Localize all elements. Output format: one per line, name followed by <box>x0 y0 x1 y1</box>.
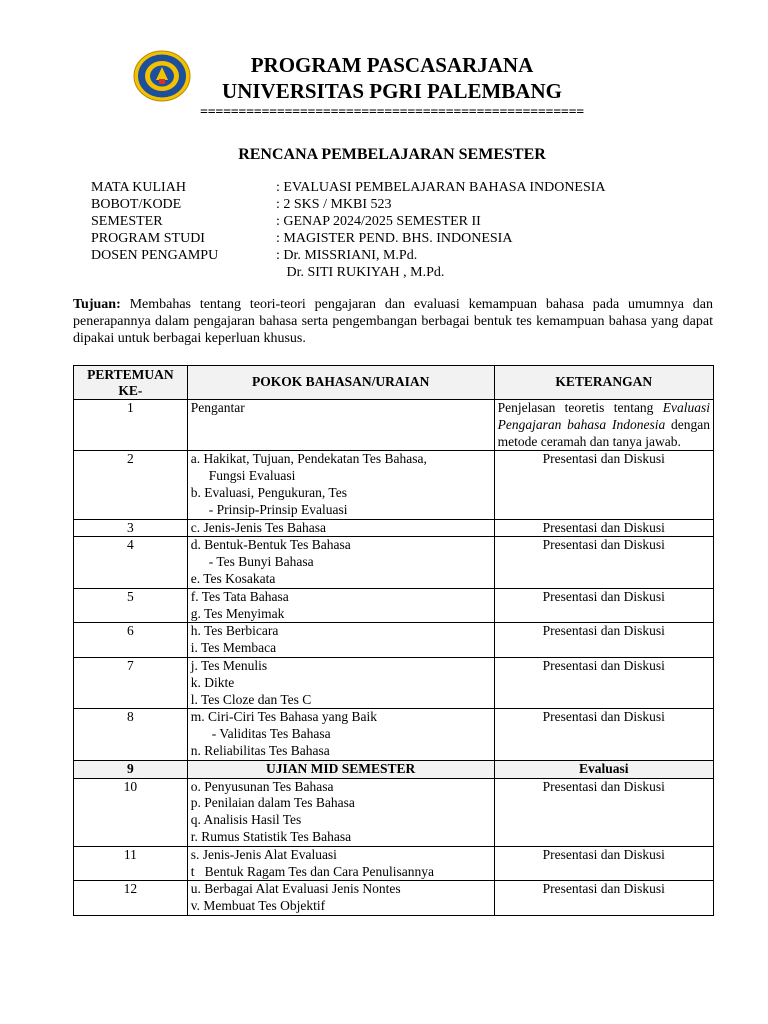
objective-text: Membahas tentang teori-teori pengajaran dan evaluasi kemampuan bahasa pada umumnya dan penerapannya dalam pengajaran bahasa serta pengembangan berbagai bentuk tes kemampuan bahasa yang dapat dipakai untuk berbagai keperluan khusus. <box>73 297 714 346</box>
topic-cell <box>187 778 494 846</box>
table-row <box>74 519 714 537</box>
table-row <box>74 846 714 881</box>
note-text: dengan metode ceramah dan tanya jawab. <box>497 416 710 449</box>
topic-line: n. Reliabilitas Tes Bahasa <box>190 742 330 758</box>
meeting-number: 2 <box>74 451 188 519</box>
topic-cell <box>187 881 494 916</box>
table-row <box>74 709 714 760</box>
meeting-number: 5 <box>74 588 188 623</box>
header-divider: ================================================== <box>200 105 584 120</box>
meeting-number: 3 <box>74 519 188 537</box>
info-label: PROGRAM STUDI <box>91 231 205 246</box>
topic-cell <box>187 537 494 588</box>
header-pokok-bahasan: POKOK BAHASAN/URAIAN <box>187 366 494 400</box>
topic-cell <box>187 451 494 519</box>
topic-line: - Validitas Tes Bahasa <box>211 726 331 742</box>
topic-cell <box>187 588 494 623</box>
note-cell: Presentasi dan Diskusi <box>494 709 713 760</box>
topic-cell <box>187 709 494 760</box>
note-cell <box>494 400 713 451</box>
table-row <box>74 623 714 658</box>
course-objective <box>73 296 713 347</box>
topic-cell <box>187 846 494 881</box>
meeting-number: 1 <box>74 400 188 451</box>
meeting-number: 4 <box>74 537 188 588</box>
info-value: Dr. SITI RUKIYAH , M.Pd. <box>276 265 445 280</box>
table-header-row <box>74 366 714 400</box>
note-cell: Presentasi dan Diskusi <box>494 657 713 708</box>
topic-line: h. Tes Berbicara <box>190 623 279 639</box>
table-row-exam <box>74 760 714 778</box>
table-row <box>74 881 714 916</box>
info-label: DOSEN PENGAMPU <box>91 248 219 263</box>
table-row <box>74 400 714 451</box>
topic-line: i. Tes Membaca <box>190 640 277 656</box>
note-cell: Presentasi dan Diskusi <box>494 519 713 537</box>
topic-line: j. Tes Menulis <box>190 657 268 673</box>
schedule-table <box>73 365 714 916</box>
info-value: : Dr. MISSRIANI, M.Pd. <box>276 248 418 263</box>
topic-line: p. Penilaian dalam Tes Bahasa <box>190 795 355 811</box>
topic-line: - Tes Bunyi Bahasa <box>208 554 314 570</box>
meeting-number: 9 <box>74 760 188 778</box>
table-row <box>74 657 714 708</box>
note-cell: Presentasi dan Diskusi <box>494 537 713 588</box>
note-cell: Evaluasi <box>494 760 713 778</box>
header-pertemuan: PERTEMUAN KE- <box>74 366 188 400</box>
topic-line: f. Tes Tata Bahasa <box>190 588 289 604</box>
topic-line: g. Tes Menyimak <box>190 605 285 621</box>
note-cell: Presentasi dan Diskusi <box>494 623 713 658</box>
table-row <box>74 451 714 519</box>
topic-line: b. Evaluasi, Pengukuran, Tes <box>190 484 347 500</box>
topic-line: e. Tes Kosakata <box>190 570 276 586</box>
topic-cell <box>187 400 494 451</box>
topic-line: a. Hakikat, Tujuan, Pendekatan Tes Bahasa, <box>190 451 427 467</box>
info-label: BOBOT/KODE <box>91 197 182 212</box>
topic-line: v. Membuat Tes Objektif <box>190 898 326 914</box>
table-row <box>74 778 714 846</box>
table-row <box>74 588 714 623</box>
note-cell: Presentasi dan Diskusi <box>494 778 713 846</box>
topic-line: Fungsi Evaluasi <box>208 468 296 484</box>
topic-line: q. Analisis Hasil Tes <box>190 812 302 828</box>
info-value: : MAGISTER PEND. BHS. INDONESIA <box>276 231 513 246</box>
note-emphasis: Evaluasi Pengajaran bahasa Indonesia <box>497 400 710 432</box>
topic-line: o. Penyusunan Tes Bahasa <box>190 778 334 794</box>
info-label: MATA KULIAH <box>91 180 186 195</box>
info-value: : EVALUASI PEMBELAJARAN BAHASA INDONESIA <box>276 180 606 195</box>
topic-cell <box>187 657 494 708</box>
exam-title: UJIAN MID SEMESTER <box>187 760 494 778</box>
institution-program-title: PROGRAM PASCASARJANA <box>250 53 534 77</box>
meeting-number: 8 <box>74 709 188 760</box>
note-cell: Presentasi dan Diskusi <box>494 846 713 881</box>
topic-cell <box>187 519 494 537</box>
info-value: : 2 SKS / MKBI 523 <box>276 197 392 212</box>
topic-line: m. Ciri-Ciri Tes Bahasa yang Baik <box>190 709 377 725</box>
topic-line: t Bentuk Ragam Tes dan Cara Penulisannya <box>190 863 434 879</box>
document-title: RENCANA PEMBELAJARAN SEMESTER <box>238 146 546 163</box>
note-cell: Presentasi dan Diskusi <box>494 881 713 916</box>
topic-line: s. Jenis-Jenis Alat Evaluasi <box>190 846 337 862</box>
topic-line: Pengantar <box>190 400 245 415</box>
info-label: SEMESTER <box>91 214 163 229</box>
topic-line: l. Tes Cloze dan Tes C <box>190 691 312 707</box>
topic-line: r. Rumus Statistik Tes Bahasa <box>190 828 352 844</box>
objective-label: Tujuan: <box>73 297 121 312</box>
meeting-number: 11 <box>74 846 188 881</box>
meeting-number: 12 <box>74 881 188 916</box>
topic-line: u. Berbagai Alat Evaluasi Jenis Nontes <box>190 881 401 897</box>
document-header <box>0 50 768 110</box>
info-value: : GENAP 2024/2025 SEMESTER II <box>276 214 481 229</box>
topic-line: k. Dikte <box>190 674 235 690</box>
institution-university-title: UNIVERSITAS PGRI PALEMBANG <box>222 79 562 103</box>
header-keterangan: KETERANGAN <box>494 366 713 400</box>
meeting-number: 6 <box>74 623 188 658</box>
meeting-number: 10 <box>74 778 188 846</box>
topic-line: d. Bentuk-Bentuk Tes Bahasa <box>190 537 351 553</box>
note-text: Penjelasan teoretis tentang <box>497 400 654 415</box>
note-cell: Presentasi dan Diskusi <box>494 588 713 623</box>
table-row <box>74 537 714 588</box>
topic-line: - Prinsip-Prinsip Evaluasi <box>208 501 348 517</box>
note-cell: Presentasi dan Diskusi <box>494 451 713 519</box>
topic-cell <box>187 623 494 658</box>
topic-line: c. Jenis-Jenis Tes Bahasa <box>190 519 326 535</box>
meeting-number: 7 <box>74 657 188 708</box>
